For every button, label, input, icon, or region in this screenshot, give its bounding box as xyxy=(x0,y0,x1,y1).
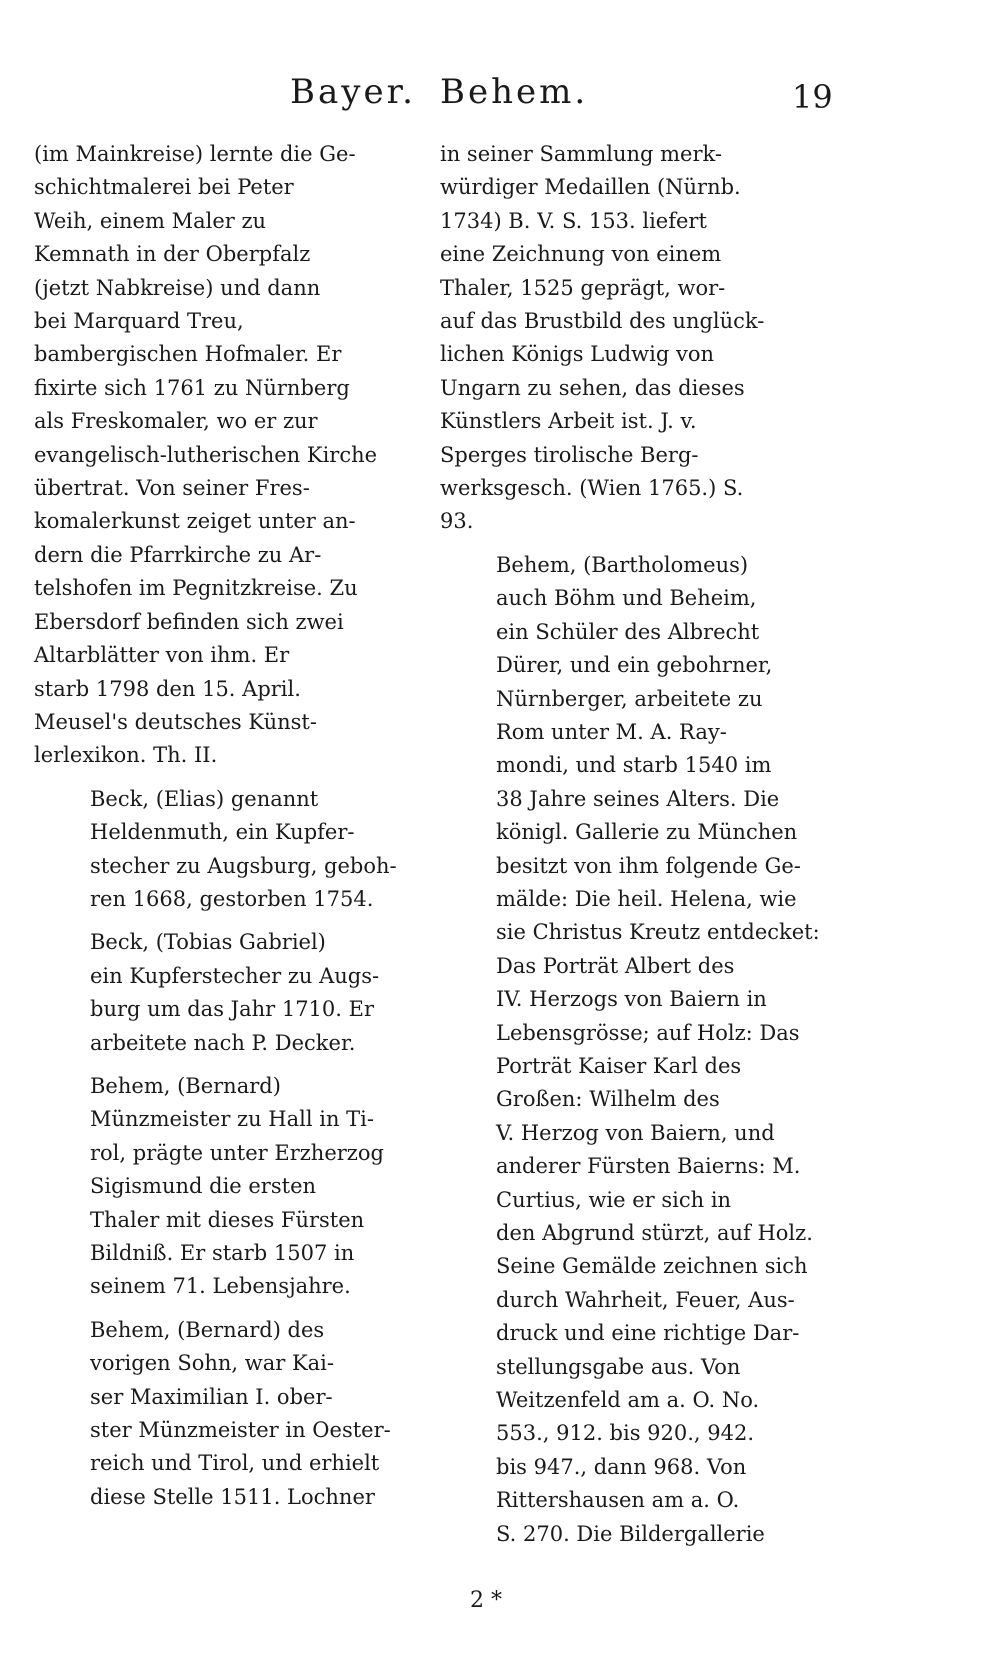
running-head-left: Bayer. xyxy=(290,72,416,112)
text-line: Behem, (Bernard) xyxy=(90,1073,281,1098)
text-line: V. Herzog von Baiern, und xyxy=(496,1120,775,1145)
paragraph xyxy=(34,1070,402,1304)
text-line: ein Schüler des Albrecht xyxy=(496,619,760,644)
text-line: Porträt Kaiser Karl des xyxy=(496,1053,742,1078)
text-line: Ungarn zu sehen, das dieses xyxy=(440,375,745,400)
text-line: (jetzt Nabkreise) und dann xyxy=(34,275,321,300)
text-line: telshofen im Pegnitzkreise. Zu xyxy=(34,576,358,601)
text-line: Nürnberger, arbeitete zu xyxy=(496,686,763,711)
text-line: stecher zu Augsburg, geboh- xyxy=(90,853,397,878)
text-line: fixirte sich 1761 zu Nürnberg xyxy=(34,375,350,400)
text-line: bambergischen Hofmaler. Er xyxy=(34,342,342,367)
text-line: sie Christus Kreutz entdecket: xyxy=(496,920,820,945)
text-line: lerlexikon. Th. II. xyxy=(34,743,218,768)
paragraph xyxy=(440,549,820,1551)
page-number: 19 xyxy=(792,78,833,116)
text-line: besitzt von ihm folgende Ge- xyxy=(496,853,801,878)
paragraph xyxy=(34,926,402,1060)
text-line: durch Wahrheit, Feuer, Aus- xyxy=(496,1287,795,1312)
text-line: Sperges tirolische Berg- xyxy=(440,442,699,467)
text-line: Dürer, und ein gebohrner, xyxy=(496,653,773,678)
text-line: diese Stelle 1511. Lochner xyxy=(90,1484,375,1509)
text-line: Großen: Wilhelm des xyxy=(496,1087,720,1112)
text-line: Behem, (Bernard) des xyxy=(90,1317,325,1342)
text-line: stellungsgabe aus. Von xyxy=(496,1354,741,1379)
text-line: übertrat. Von seiner Fres- xyxy=(34,476,310,501)
text-line: den Abgrund stürzt, auf Holz. xyxy=(496,1221,813,1245)
text-line: Sigismund die ersten xyxy=(90,1174,317,1199)
text-line: vorigen Sohn, war Kai- xyxy=(90,1351,334,1376)
text-line: als Freskomaler, wo er zur xyxy=(34,409,318,434)
text-line: schichtmalerei bei Peter xyxy=(34,175,294,200)
text-line: Weitzenfeld am a. O. No. xyxy=(496,1388,760,1413)
text-line: ster Münzmeister in Oester- xyxy=(90,1418,391,1443)
text-line: S. 270. Die Bildergallerie xyxy=(496,1521,765,1546)
text-line: Künstlers Arbeit ist. J. v. xyxy=(440,409,697,434)
text-line: komalerkunst zeiget unter an- xyxy=(34,509,356,534)
text-line: 553., 912. bis 920., 942. xyxy=(496,1421,755,1446)
text-line: seinem 71. Lebensjahre. xyxy=(90,1274,351,1299)
text-line: werksgesch. (Wien 1765.) S. xyxy=(440,476,744,501)
text-line: königl. Gallerie zu München xyxy=(496,820,798,845)
text-line: IV. Herzogs von Baiern in xyxy=(496,987,767,1012)
text-line: starb 1798 den 15. April. xyxy=(34,676,301,701)
text-line: 38 Jahre seines Alters. Die xyxy=(496,786,780,811)
text-line: (im Mainkreise) lernte die Ge- xyxy=(34,142,356,166)
paragraph xyxy=(440,138,808,539)
text-line: Thaler, 1525 geprägt, wor- xyxy=(440,275,726,300)
text-line: Weih, einem Maler zu xyxy=(34,208,267,233)
text-line: ein Kupferstecher zu Augs- xyxy=(90,963,380,988)
running-head-right: Behem. xyxy=(440,72,589,112)
text-line: lichen Königs Ludwig von xyxy=(440,342,715,367)
text-line: Meusel's deutsches Künst- xyxy=(34,709,317,734)
text-line: Thaler mit dieses Fürsten xyxy=(90,1207,365,1232)
text-line: Das Porträt Albert des xyxy=(496,953,735,978)
text-line: Ebersdorf befinden sich zwei xyxy=(34,609,344,634)
text-line: auch Böhm und Beheim, xyxy=(496,586,757,611)
text-line: evangelisch-lutherischen Kirche xyxy=(34,442,378,467)
signature-mark: 2 * xyxy=(470,1588,502,1613)
text-line: Rom unter M. A. Ray- xyxy=(496,719,727,744)
text-line: druck und eine richtige Dar- xyxy=(496,1321,800,1346)
text-line: bei Marquard Treu, xyxy=(34,309,244,334)
paragraph xyxy=(34,1314,402,1514)
text-line: reich und Tirol, und erhielt xyxy=(90,1451,380,1476)
text-line: in seiner Sammlung merk- xyxy=(440,142,722,166)
text-line: Seine Gemälde zeichnen sich xyxy=(496,1254,808,1279)
text-line: burg um das Jahr 1710. Er xyxy=(90,997,374,1022)
text-line: rol, prägte unter Erzherzog xyxy=(90,1140,384,1165)
text-line: auf das Brustbild des unglück- xyxy=(440,309,765,334)
left-column xyxy=(34,138,402,1524)
text-line: mälde: Die heil. Helena, wie xyxy=(496,886,797,911)
text-line: Rittershausen am a. O. xyxy=(496,1488,740,1513)
text-line: Lebensgrösse; auf Holz: Das xyxy=(496,1020,800,1045)
text-line: Kemnath in der Oberpfalz xyxy=(34,242,311,267)
paragraph xyxy=(34,138,402,773)
text-line: Heldenmuth, ein Kupfer- xyxy=(90,820,355,845)
text-line: dern die Pfarrkirche zu Ar- xyxy=(34,542,322,567)
text-line: 1734) B. V. S. 153. liefert xyxy=(440,208,707,233)
text-line: arbeitete nach P. Decker. xyxy=(90,1030,356,1055)
text-line: Münzmeister zu Hall in Ti- xyxy=(90,1107,374,1132)
text-line: mondi, und starb 1540 im xyxy=(496,753,772,778)
text-line: Beck, (Tobias Gabriel) xyxy=(90,930,326,955)
paragraph xyxy=(34,783,402,917)
text-line: würdiger Medaillen (Nürnb. xyxy=(440,175,741,200)
right-column xyxy=(440,138,820,1561)
text-line: 93. xyxy=(440,509,474,534)
text-line: Bildniß. Er starb 1507 in xyxy=(90,1241,355,1265)
text-line: bis 947., dann 968. Von xyxy=(496,1454,747,1479)
text-line: ser Maximilian I. ober- xyxy=(90,1384,333,1409)
text-line: anderer Fürsten Baierns: M. xyxy=(496,1154,801,1179)
text-line: Beck, (Elias) genannt xyxy=(90,786,319,811)
text-line: Behem, (Bartholomeus) xyxy=(496,552,749,577)
text-line: eine Zeichnung von einem xyxy=(440,242,722,267)
text-line: Curtius, wie er sich in xyxy=(496,1187,732,1212)
text-line: ren 1668, gestorben 1754. xyxy=(90,886,374,911)
text-line: Altarblätter von ihm. Er xyxy=(34,643,290,668)
